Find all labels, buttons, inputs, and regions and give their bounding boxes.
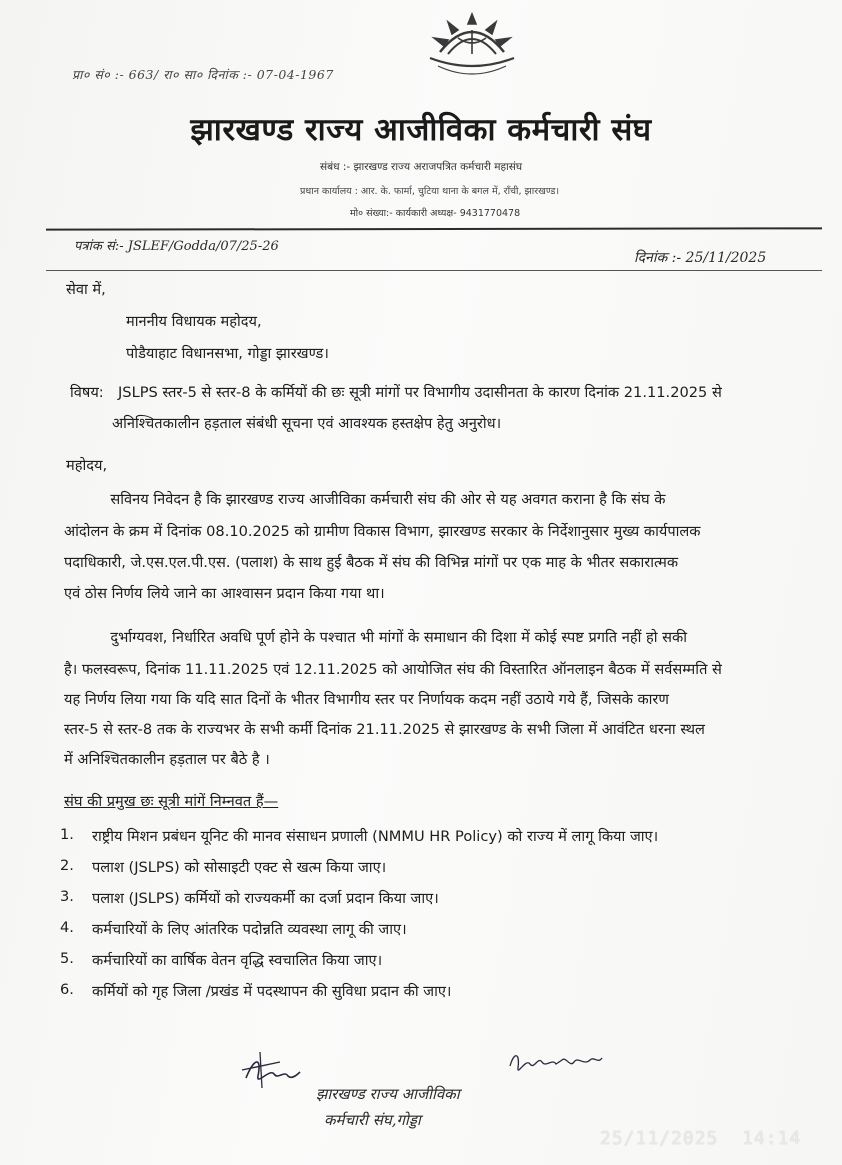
subject-line-1: JSLPS स्तर-5 से स्तर-8 के कर्मियों की छः सूत्री मांगों पर विभागीय उदासीनता के कारण दिनांक 21.11.2025 से — [118, 384, 722, 401]
paragraph-1-line: एवं ठोस निर्णय लिये जाने का आश्वासन प्रदान किया गया था। — [64, 585, 385, 602]
office-address: प्रधान कार्यालय : आर. के. फार्मा, चुटिया थाना के बगल में, राँची, झारखण्ड। — [300, 186, 560, 197]
demand-number: 6. — [60, 981, 74, 998]
recipient-line-2: पोडैयाहाट विधानसभा, गोड्डा झारखण्ड। — [126, 345, 329, 362]
demand-item: कर्मचारियों का वार्षिक वेतन वृद्धि स्वचालित किया जाए। — [92, 952, 383, 969]
paragraph-2-line: में अनिश्चितकालीन हड़ताल पर बैठे है । — [64, 751, 270, 768]
union-logo-icon — [418, 8, 526, 92]
demand-item: कर्मचारियों के लिए आंतरिक पदोन्नति व्यवस्था लागू की जाए। — [92, 921, 407, 938]
reference-divider — [46, 270, 822, 271]
signature-left — [240, 1048, 304, 1092]
mobile-number: मो० संख्या:- कार्यकारी अध्यक्ष- 9431770478 — [350, 208, 521, 219]
paragraph-2-line: है। फलस्वरूप, दिनांक 11.11.2025 एवं 12.11.2025 को आयोजित संघ की विस्तारित ऑनलाइन बैठक में सर्वसम्मति से — [64, 661, 722, 678]
paragraph-1-line: आंदोलन के क्रम में दिनांक 08.10.2025 को ग्रामीण विकास विभाग, झारखण्ड सरकार के निर्देशानुसार मुख्य कार्यपालक — [64, 523, 701, 540]
header-divider — [46, 227, 822, 230]
salutation: महोदय, — [66, 457, 108, 474]
organization-name: झारखण्ड राज्य आजीविका कर्मचारी संघ — [190, 112, 652, 148]
recipient-heading: सेवा में, — [66, 281, 106, 298]
signature-right — [506, 1046, 606, 1078]
stamp-line-2: कर्मचारी संघ,गोड्डा — [324, 1111, 421, 1129]
demand-item: पलाश (JSLPS) कर्मियों को राज्यकर्मी का दर्जा प्रदान किया जाए। — [92, 890, 439, 907]
paragraph-1-line: सविनय निवेदन है कि झारखण्ड राज्य आजीविका कर्मचारी संघ की ओर से यह अवगत कराना है कि संघ के — [64, 491, 666, 508]
demand-item: राष्ट्रीय मिशन प्रबंधन यूनिट की मानव संसाधन प्रणाली (NMMU HR Policy) को राज्य में लागू किया जाए। — [92, 828, 659, 845]
affiliation: संबंध :- झारखण्ड राज्य अराजपत्रित कर्मचारी महासंघ — [320, 161, 523, 173]
letter-date: दिनांक :- 25/11/2025 — [634, 250, 767, 266]
subject-line-2: अनिश्चितकालीन हड़ताल संबंधी सूचना एवं आवश्यक हस्तक्षेप हेतु अनुरोध। — [112, 415, 502, 432]
demand-number: 1. — [60, 826, 74, 843]
stamp-line-1: झारखण्ड राज्य आजीविका — [316, 1085, 460, 1103]
subject-label: विषय: — [70, 384, 104, 401]
paragraph-2-line: दुर्भाग्यवश, निर्धारित अवधि पूर्ण होने के पश्चात भी मांगों के समाधान की दिशा में कोई स्पष्ट प्रगति नहीं हो सकी — [64, 629, 688, 646]
demand-item: पलाश (JSLPS) को सोसाइटी एक्ट से खत्म किया जाए। — [92, 859, 387, 876]
paragraph-2-line: यह निर्णय लिया गया कि यदि सात दिनों के भीतर विभागीय स्तर पर निर्णायक कदम नहीं उठाये गये हैं, जिसके कारण — [64, 691, 669, 708]
demand-number: 3. — [60, 888, 74, 905]
registration-number: प्रा० सं० :- 663/ रा० सा० दिनांक :- 07-04-1967 — [72, 67, 334, 82]
paragraph-2-line: स्तर-5 से स्तर-8 तक के राज्यभर के सभी कर्मी दिनांक 21.11.2025 से झारखण्ड के सभी जिला में आवंटित धरना स्थल — [64, 721, 705, 738]
paragraph-1-line: पदाधिकारी, जे.एस.एल.पी.एस. (पलाश) के साथ हुई बैठक में संघ की विभिन्न मांगों पर एक माह के भीतर सकारात्मक — [64, 554, 679, 571]
demands-heading: संघ की प्रमुख छः सूत्री मांगें निम्नवत हैं— — [64, 793, 279, 810]
letter-number: पत्रांक सं:- JSLEF/Godda/07/25-26 — [74, 239, 279, 254]
demand-number: 2. — [60, 857, 74, 874]
demand-number: 5. — [60, 950, 74, 967]
recipient-line-1: माननीय विधायक महोदय, — [126, 313, 262, 330]
photo-timestamp: 25/11/2025 14:14 — [600, 1128, 802, 1149]
demand-item: कर्मियों को गृह जिला /प्रखंड में पदस्थापन की सुविधा प्रदान की जाए। — [92, 983, 452, 1000]
demand-number: 4. — [60, 919, 74, 936]
